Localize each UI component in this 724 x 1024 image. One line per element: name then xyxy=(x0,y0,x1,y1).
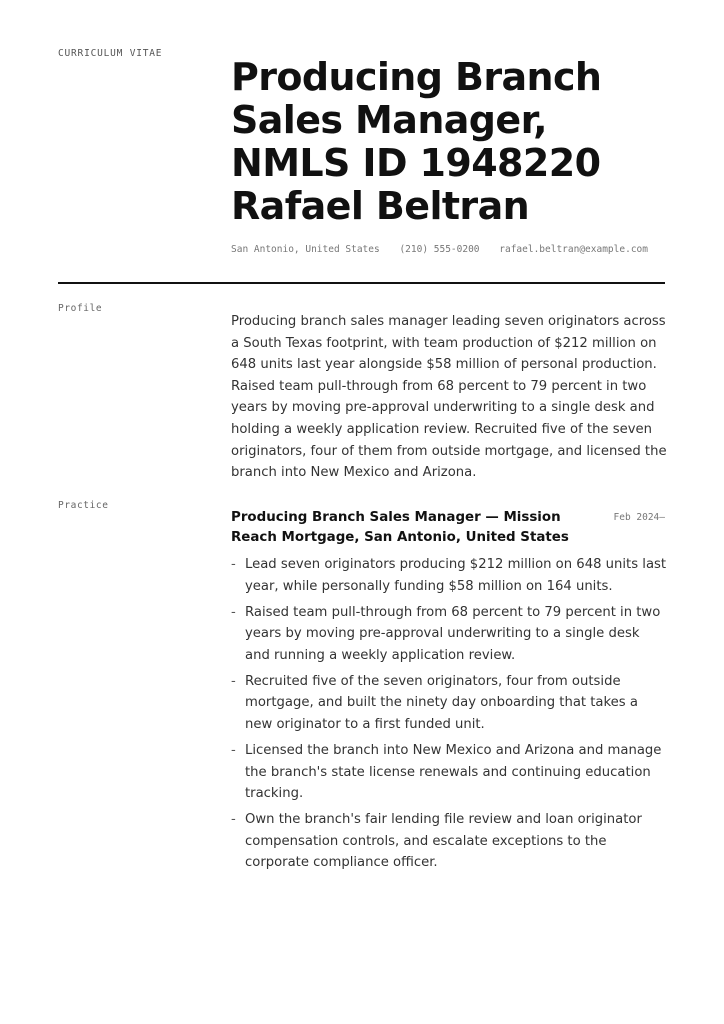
list-item xyxy=(231,809,667,874)
contact-line xyxy=(231,244,662,255)
page-title xyxy=(231,56,701,228)
list-item xyxy=(231,554,667,597)
profile-text: Producing branch sales manager leading seven originators across a South Texas footprint, with team production of $212 million on 648 units last year alongside $58 million of personal production. Raised team pull-through from 68 percent to 79 percent in two years by moving pre-approval underwriting to a single desk and holding a weekly application review. Recruited five of the seven originators, four of them from outside mortgage, and licensed the branch into New Mexico and Arizona. xyxy=(231,314,667,481)
bullet-dash: - xyxy=(231,604,236,620)
bullet-text: Raised team pull-through from 68 percent to 79 percent in two years by moving pre-approval underwriting to a single desk and running a weekly application review. xyxy=(245,604,661,663)
list-item xyxy=(231,740,667,805)
bullet-dash: - xyxy=(231,557,236,572)
bullet-text: Lead seven originators producing $212 million on 648 units last year, while personally funding $58 million on 164 units. xyxy=(245,557,667,594)
bullet-text: Licensed the branch into New Mexico and Arizona and manage the branch's state license renewals and continuing education tracking. xyxy=(245,742,662,802)
title-line-1: Producing Branch xyxy=(231,55,602,99)
title-line-4: Rafael Beltran xyxy=(231,184,530,228)
list-item xyxy=(231,602,667,667)
section-label-profile: Profile xyxy=(58,303,103,314)
job-dates: Feb 2024– xyxy=(613,512,665,523)
bullet-dash: - xyxy=(231,673,236,689)
title-line-3: NMLS ID 1948220 xyxy=(231,141,601,185)
section-label-practice: Practice xyxy=(58,500,109,511)
header-divider xyxy=(58,282,665,284)
contact-phone: (210) 555-0200 xyxy=(399,244,480,255)
list-item xyxy=(231,671,667,736)
job-title: Producing Branch Sales Manager — Mission Reach Mortgage, San Antonio, United States xyxy=(231,510,569,545)
bullet-dash: - xyxy=(231,812,236,828)
job-bullet-list xyxy=(231,554,667,878)
bullet-text: Recruited five of the seven originators, four from outside mortgage, and built the ninety day onboarding that takes a new originator to a first funded unit. xyxy=(245,673,638,732)
job-header xyxy=(231,508,667,548)
bullet-dash: - xyxy=(231,742,236,758)
bullet-text: Own the branch's fair lending file review and loan originator compensation controls, and escalate exceptions to the corporate compliance officer. xyxy=(245,812,642,871)
contact-location: San Antonio, United States xyxy=(231,244,380,255)
contact-email: rafael.beltran@example.com xyxy=(499,244,648,255)
title-line-2: Sales Manager, xyxy=(231,98,547,142)
document-eyebrow: CURRICULUM VITAE xyxy=(58,48,163,59)
